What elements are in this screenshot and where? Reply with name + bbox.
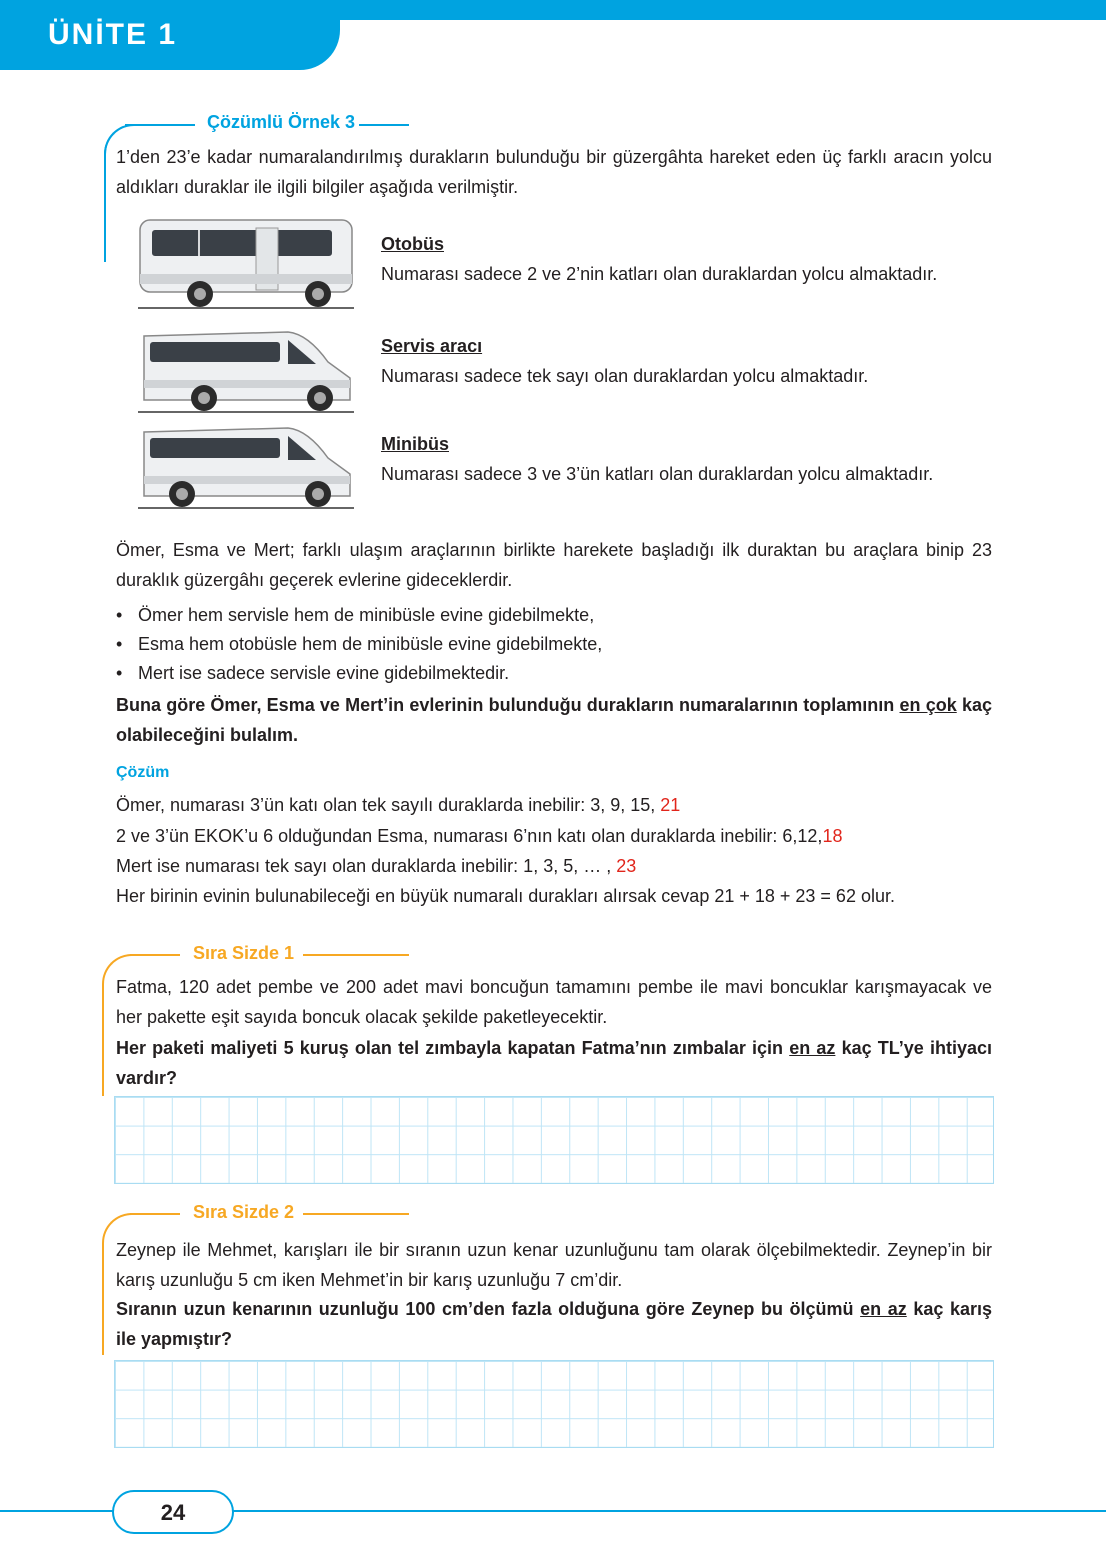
solution-heading: Çözüm — [116, 764, 170, 781]
unit-tab — [0, 0, 340, 70]
page-number: 24 — [160, 1500, 186, 1525]
minibus-image — [138, 420, 358, 512]
exercise2-emphasis: en az — [860, 1299, 907, 1319]
solution-line-2: 2 ve 3’ün EKOK’u 6 olduğundan Esma, numarası 6’nın katı olan duraklarda inebilir: 6,12,18 — [116, 826, 843, 846]
bullet-text-3: Mert ise sadece servisle evine gidebilmektedir. — [138, 663, 510, 683]
vehicle-desc-minibus: Numarası sadece 3 ve 3’ün katları olan duraklardan yolcu almaktadır. — [381, 464, 934, 484]
vehicle-desc-bus: Numarası sadece 2 ve 2’nin katları olan duraklardan yolcu almaktadır. — [381, 264, 938, 284]
footer-line-left — [0, 1510, 114, 1512]
vehicle-name-minibus: Minibüs — [381, 434, 449, 454]
exercise2-line-left — [130, 1213, 180, 1215]
unit-label: ÜNİTE 1 — [48, 18, 178, 51]
footer-line-right — [228, 1510, 1106, 1512]
example-heading-line-right — [359, 124, 409, 126]
solution-line-3: Mert ise numarası tek sayı olan duraklarda inebilir: 1, 3, 5, … , 23 — [116, 856, 637, 876]
example-heading: Çözümlü Örnek 3 — [207, 112, 356, 132]
bullet-item: • Mert ise sadece servisle evine gidebilmektedir. — [116, 663, 510, 683]
exercise1-heading: Sıra Sizde 1 — [193, 943, 295, 963]
exercise1-line-right — [303, 954, 409, 956]
bullet-text-1: Ömer hem servisle hem de minibüsle evine gidebilmekte, — [138, 605, 595, 625]
exercise1-question: Her paketi maliyeti 5 kuruş olan tel zımbayla kapatan Fatma’nın zımbalar için en az kaç TL’ye ihtiyacı vardır? — [116, 1038, 992, 1088]
example-story: Ömer, Esma ve Mert; farklı ulaşım araçlarının birlikte harekete başladığı ilk duraktan bu araçlara binip 23 duraklık güzergâhı geçerek evlerine gideceklerdir. — [116, 540, 992, 590]
solution-conclusion: Her birinin evinin bulunabileceği en büyük numaralı durakları alırsak cevap 21 + 18 + 23 = 62 olur. — [116, 886, 895, 906]
exercise2-question: Sıranın uzun kenarının uzunluğu 100 cm’den fazla olduğuna göre Zeynep bu ölçümü en az kaç karış ile yapmıştır? — [116, 1299, 992, 1349]
question-emphasis: en çok — [899, 695, 957, 715]
vehicle-name-service: Servis aracı — [381, 336, 483, 356]
exercise2-line-right — [303, 1213, 409, 1215]
example-intro: 1’den 23’e kadar numaralandırılmış durakların bulunduğu bir güzergâhta hareket eden üç farklı aracın yolcu aldıkları duraklar ile ilgili bilgiler aşağıda verilmiştir. — [116, 147, 992, 197]
exercise1-emphasis: en az — [789, 1038, 836, 1058]
bullet-item: • Esma hem otobüsle hem de minibüsle evine gidebilmekte, — [116, 634, 603, 654]
exercise1-line-left — [130, 954, 180, 956]
answer-grid-2[interactable] — [114, 1360, 994, 1448]
bus-image — [138, 212, 358, 310]
bullet-item: • Ömer hem servisle hem de minibüsle evine gidebilmekte, — [116, 605, 595, 625]
bullet-text-2: Esma hem otobüsle hem de minibüsle evine gidebilmekte, — [138, 634, 603, 654]
solution-line-1: Ömer, numarası 3’ün katı olan tek sayılı duraklarda inebilir: 3, 9, 15, 21 — [116, 795, 681, 815]
vehicle-name-bus: Otobüs — [381, 234, 444, 254]
exercise1-text: Fatma, 120 adet pembe ve 200 adet mavi boncuğun tamamını pembe ile mavi boncuklar karışmayacak ve her pakette eşit sayıda boncuk olacak şekilde paketleyecektir. — [116, 977, 992, 1027]
exercise2-text: Zeynep ile Mehmet, karışları ile bir sıranın uzun kenar uzunluğunu tam olarak ölçebilmektedir. Zeynep’in bir karış uzunluğu 5 cm iken Mehmet’in bir karış uzunluğu 7 cm’dir. — [116, 1240, 992, 1290]
vehicle-desc-service: Numarası sadece tek sayı olan duraklardan yolcu almaktadır. — [381, 366, 869, 386]
service-van-image — [138, 322, 358, 414]
page-number-box — [112, 1490, 234, 1534]
answer-grid-1[interactable] — [114, 1096, 994, 1184]
example-question: Buna göre Ömer, Esma ve Mert’in evlerinin bulunduğu durakların numaralarının toplamının en çok kaç olabileceğini bulalım. — [116, 695, 992, 745]
exercise2-heading: Sıra Sizde 2 — [193, 1202, 295, 1222]
